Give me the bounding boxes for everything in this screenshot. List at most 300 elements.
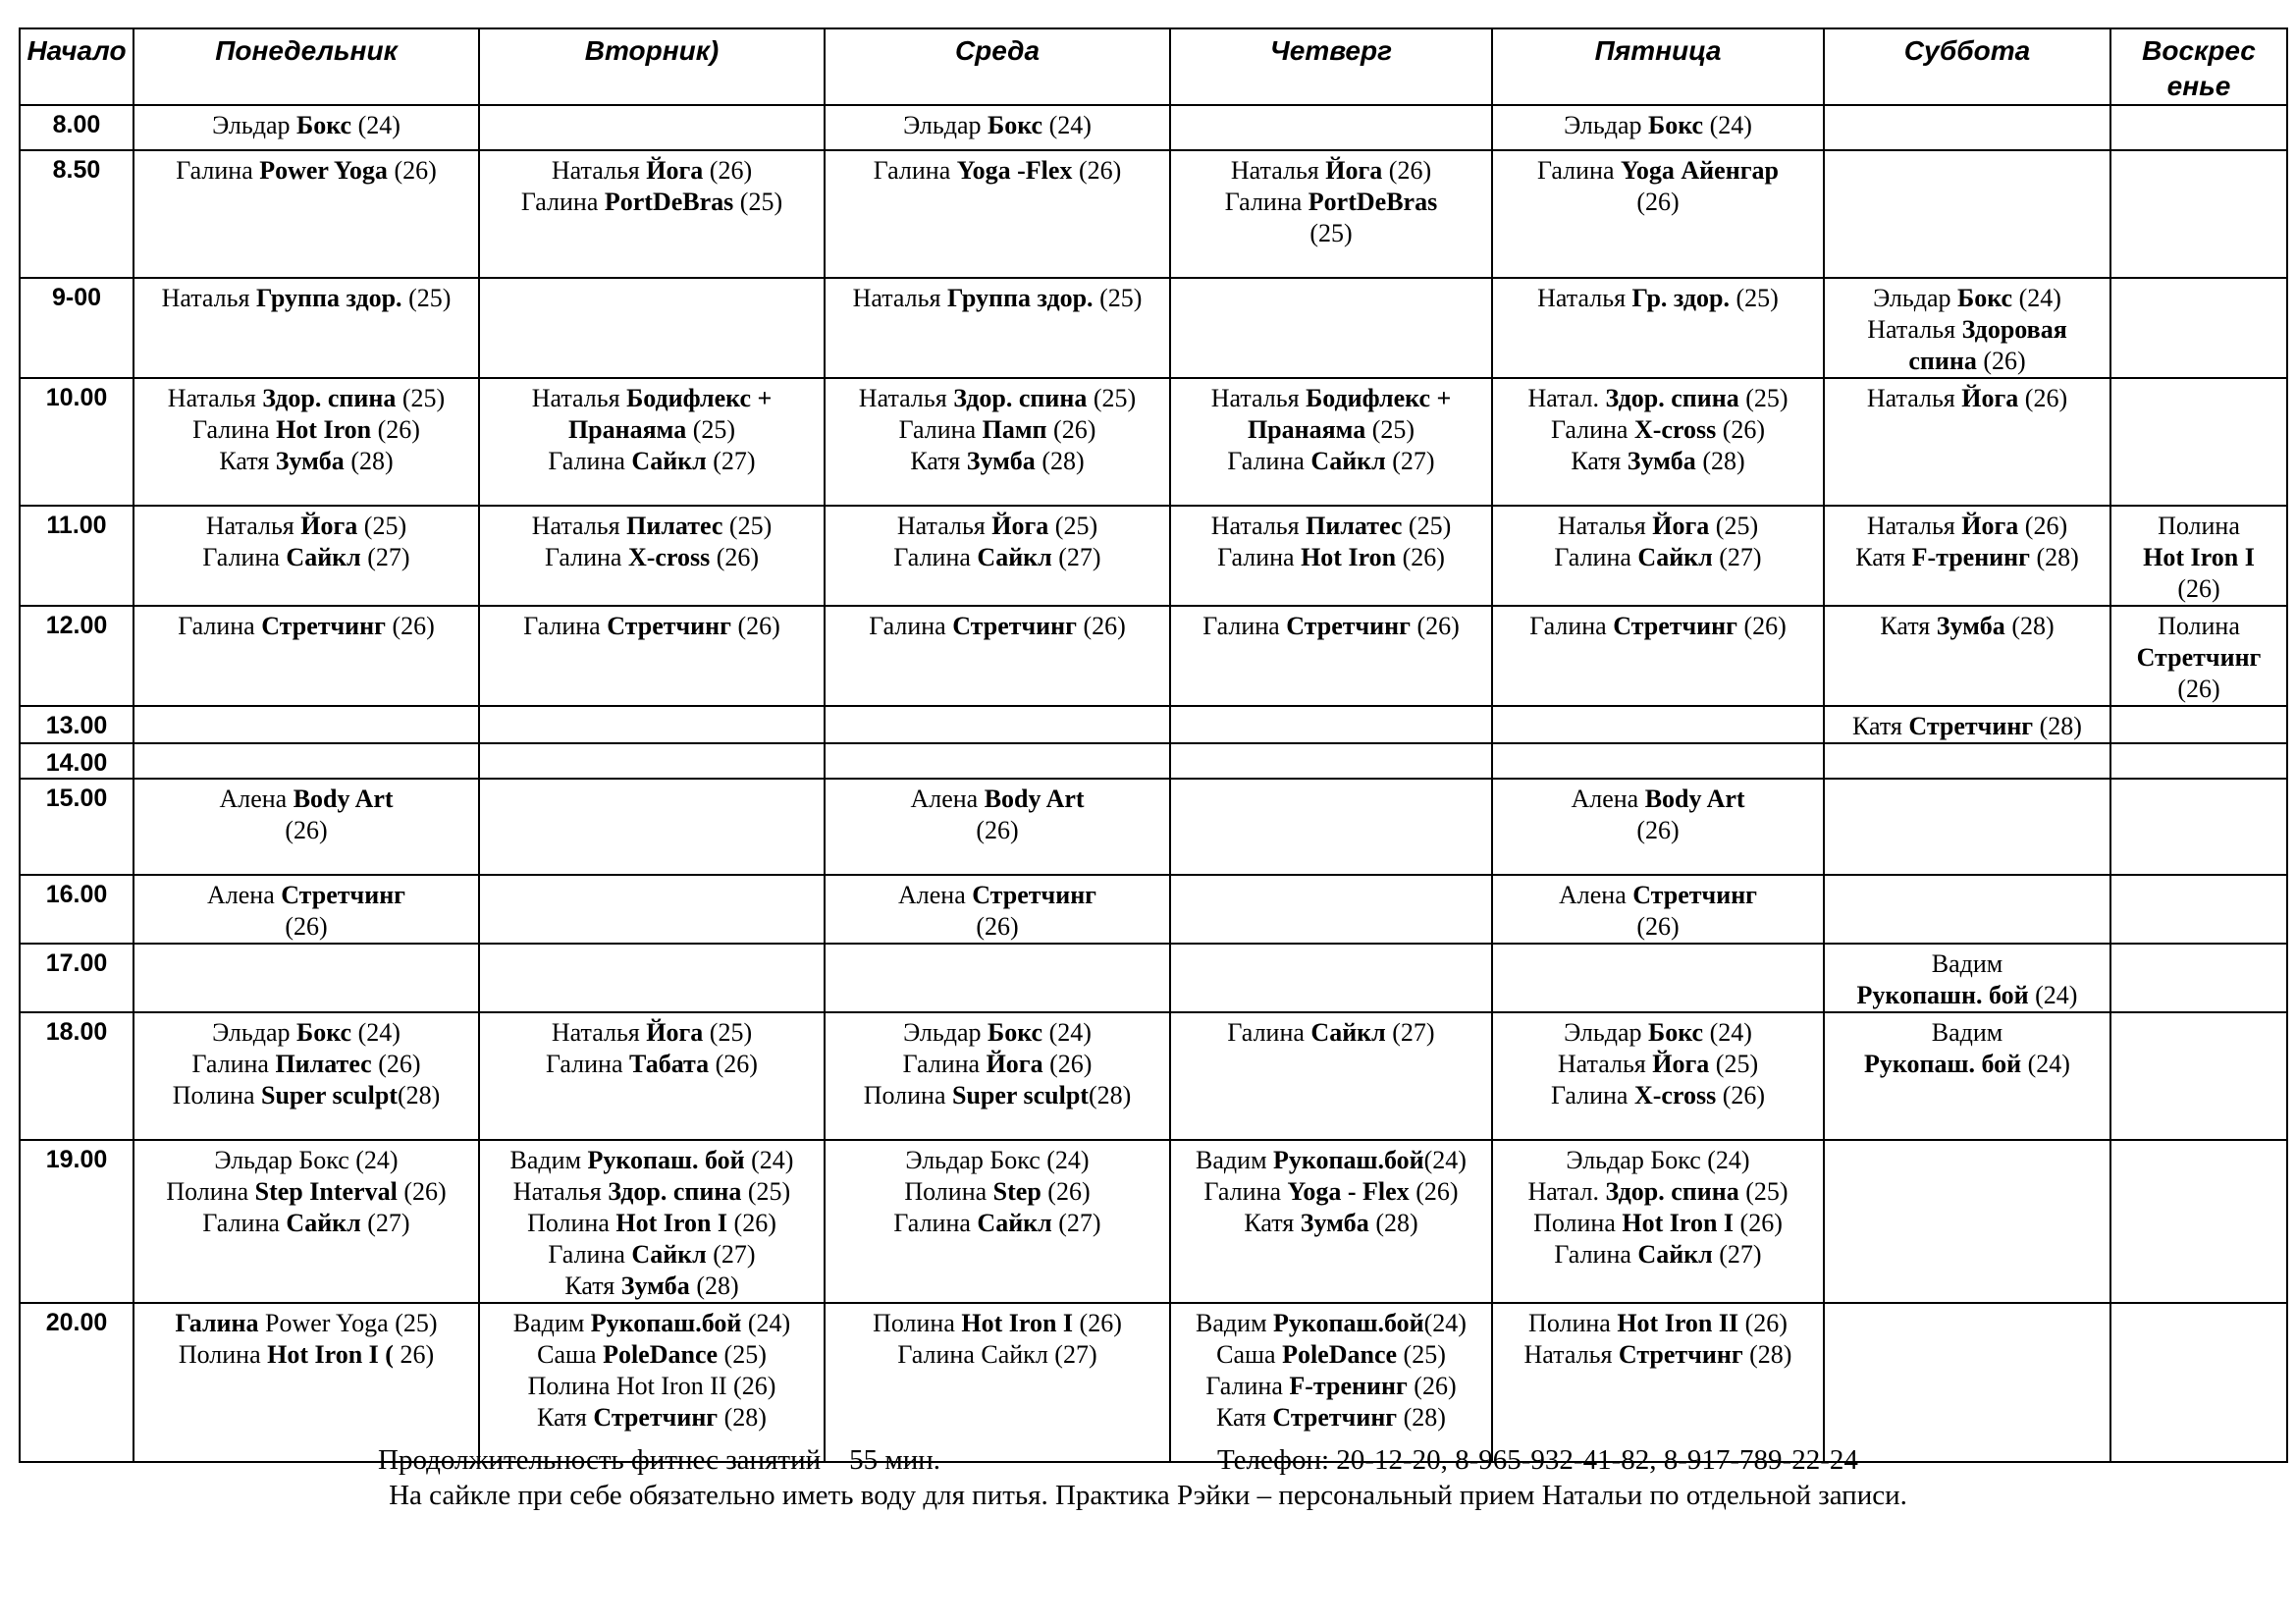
instructor-name: Эльдар — [1564, 1018, 1649, 1047]
class-entry — [828, 155, 1166, 187]
class-name: Стретчинг — [1286, 612, 1411, 640]
class-cell-monday — [133, 278, 479, 378]
instructor-name: Галина — [1529, 612, 1614, 640]
class-entry — [483, 1402, 821, 1434]
class-cell-monday — [133, 944, 479, 1012]
class-name: Body Art — [984, 785, 1085, 813]
instructor-name: Галина — [869, 612, 953, 640]
class-name: Бокс — [1648, 1018, 1704, 1047]
class-entry — [828, 414, 1166, 446]
class-cell-wednesday — [825, 779, 1170, 875]
class-entry — [828, 1176, 1166, 1208]
instructor-name: Катя — [1855, 543, 1912, 571]
class-entry — [828, 283, 1166, 314]
schedule-table — [19, 27, 2288, 1463]
room-number: (26) — [703, 156, 753, 185]
room-number: (24) — [1423, 1309, 1467, 1337]
class-cell-saturday — [1824, 944, 2110, 1012]
instructor-name: Галина — [902, 1050, 987, 1078]
class-name: спина — [1908, 347, 1977, 375]
room-number: (25) — [1309, 219, 1353, 247]
instructor-name: Эльдар Бокс (24) — [905, 1146, 1090, 1174]
class-entry — [1496, 1308, 1820, 1339]
schedule-row — [20, 944, 2287, 1012]
class-name: Здор. спина — [608, 1177, 742, 1206]
instructor-name: Эльдар — [212, 1018, 297, 1047]
class-name: Hot Iron — [1301, 543, 1397, 571]
class-entry — [483, 383, 821, 414]
instructor-name: Алена — [910, 785, 985, 813]
class-name: Body Art — [1644, 785, 1745, 813]
class-cell-thursday — [1170, 1140, 1492, 1303]
class-entry — [137, 446, 475, 477]
room-number: (28) — [1695, 447, 1745, 475]
instructor-name: Алена — [219, 785, 294, 813]
instructor-name: Вадим — [1196, 1309, 1274, 1337]
class-cell-saturday — [1824, 706, 2110, 743]
class-cell-wednesday — [825, 706, 1170, 743]
class-name: Стретчинг — [2136, 643, 2262, 672]
room-number: (25) — [401, 284, 452, 312]
room-number: (26) — [385, 612, 435, 640]
class-name: Йога — [986, 1050, 1043, 1078]
footer-phone: Телефон: 20-12-20, 8-965-932-41-82, 8-917-789-22-24 — [1217, 1444, 1858, 1476]
class-entry — [483, 1176, 821, 1208]
room-number: (25) — [1738, 1177, 1789, 1206]
class-name: Пилатес — [275, 1050, 372, 1078]
class-name: Стретчинг — [1632, 881, 1757, 909]
class-name: Группа здор. — [255, 284, 402, 312]
class-entry — [483, 187, 821, 218]
class-cell-saturday — [1824, 378, 2110, 506]
class-name: Step Interval — [254, 1177, 398, 1206]
class-entry — [1174, 414, 1488, 446]
room-number: (26) — [2177, 675, 2220, 703]
room-number: (26) — [1716, 415, 1766, 444]
instructor-name: Галина — [546, 1050, 630, 1078]
time-slot: 13.00 — [20, 706, 133, 743]
instructor-name: Наталья — [531, 512, 627, 540]
class-entry — [2114, 642, 2283, 674]
class-name: Рукопашн. бой — [1856, 981, 2029, 1009]
instructor-name: Наталья — [896, 512, 992, 540]
class-name: Бодифлекс + — [1306, 384, 1452, 412]
instructor-name: Галина — [873, 156, 957, 185]
class-entry — [1174, 383, 1488, 414]
class-cell-thursday — [1170, 105, 1492, 150]
room-number: (26) — [1410, 612, 1460, 640]
class-entry — [137, 880, 475, 911]
room-number: (26) — [1072, 156, 1122, 185]
class-entry — [2114, 573, 2283, 605]
class-cell-friday — [1492, 105, 1824, 150]
class-name: Hot Iron I — [961, 1309, 1074, 1337]
instructor-name: Наталья — [161, 284, 256, 312]
class-name: Hot Iron II — [1617, 1309, 1739, 1337]
class-cell-sunday — [2110, 506, 2287, 606]
instructor-name: Полина — [904, 1177, 993, 1206]
class-name: Super sculpt — [261, 1081, 398, 1110]
class-name: Зумба — [1936, 612, 2005, 640]
room-number: (25) — [1730, 284, 1779, 312]
class-name: Бокс — [988, 111, 1043, 139]
time-slot: 15.00 — [20, 779, 133, 875]
room-number: (24) — [1042, 111, 1092, 139]
class-entry — [2114, 611, 2283, 642]
class-name: Зумба — [620, 1272, 690, 1300]
class-name: Сайкл — [286, 1209, 361, 1237]
instructor-name: Натал. — [1527, 384, 1606, 412]
schedule-row — [20, 875, 2287, 944]
class-cell-sunday — [2110, 1303, 2287, 1462]
class-entry — [1828, 611, 2107, 642]
class-entry — [828, 1080, 1166, 1111]
class-entry — [828, 815, 1166, 846]
class-name: Группа здор. — [946, 284, 1094, 312]
class-name: Сайкл — [1310, 1018, 1386, 1047]
instructor-name: Эльдар — [1564, 111, 1649, 139]
schedule-row — [20, 278, 2287, 378]
class-cell-friday — [1492, 875, 1824, 944]
class-name: Сайкл — [1637, 1240, 1713, 1269]
class-cell-monday — [133, 378, 479, 506]
class-cell-saturday — [1824, 779, 2110, 875]
class-entry — [483, 414, 821, 446]
class-entry — [483, 155, 821, 187]
class-cell-tuesday — [479, 1012, 825, 1140]
class-cell-sunday — [2110, 378, 2287, 506]
room-number: (28) — [718, 1403, 767, 1432]
room-number: (25) — [718, 1340, 767, 1369]
class-cell-tuesday — [479, 944, 825, 1012]
instructor-name: Полина — [178, 1340, 268, 1369]
room-number: (28) — [2004, 612, 2055, 640]
room-number: (26) — [976, 912, 1019, 941]
class-entry — [1496, 155, 1820, 187]
class-cell-saturday — [1824, 1303, 2110, 1462]
class-entry — [1828, 1049, 2107, 1080]
class-entry — [1496, 1239, 1820, 1271]
room-number: (28) — [2029, 543, 2079, 571]
class-entry — [1174, 511, 1488, 542]
schedule-row — [20, 743, 2287, 779]
class-cell-sunday — [2110, 606, 2287, 706]
class-cell-saturday — [1824, 606, 2110, 706]
class-name: Стретчинг — [1618, 1340, 1743, 1369]
class-entry — [1174, 155, 1488, 187]
class-entry — [1496, 1080, 1820, 1111]
class-name: Йога — [1652, 1050, 1710, 1078]
room-number: (24) — [744, 1146, 794, 1174]
class-entry — [1174, 1145, 1488, 1176]
room-number: (26) — [1382, 156, 1432, 185]
class-name: Стретчинг — [607, 612, 731, 640]
class-cell-sunday — [2110, 743, 2287, 779]
class-cell-friday — [1492, 1140, 1824, 1303]
class-name: Бокс — [296, 111, 352, 139]
class-cell-monday — [133, 1012, 479, 1140]
class-name: Бокс — [988, 1018, 1043, 1047]
class-cell-saturday — [1824, 1140, 2110, 1303]
class-name: Йога — [1325, 156, 1383, 185]
instructor-name: Галина — [1202, 612, 1287, 640]
class-entry — [137, 1017, 475, 1049]
class-cell-wednesday — [825, 875, 1170, 944]
room-number: (25) — [1709, 512, 1759, 540]
room-number: (26) — [1046, 415, 1096, 444]
room-number: (25) — [1087, 384, 1137, 412]
class-name: Power Yoga — [259, 156, 388, 185]
instructor-name: Эльдар — [903, 111, 988, 139]
class-entry — [483, 1308, 821, 1339]
room-number: 26) — [393, 1340, 435, 1369]
time-slot: 18.00 — [20, 1012, 133, 1140]
class-cell-saturday — [1824, 743, 2110, 779]
class-entry — [828, 1145, 1166, 1176]
class-cell-saturday — [1824, 278, 2110, 378]
class-entry — [137, 611, 475, 642]
class-entry — [1496, 611, 1820, 642]
class-entry — [1496, 1049, 1820, 1080]
room-number: (24) — [2012, 284, 2061, 312]
header-monday: Понедельник — [133, 28, 479, 105]
class-name: Здор. спина — [1605, 1177, 1739, 1206]
room-number: (25) — [1048, 512, 1098, 540]
instructor-name: Галина — [1550, 415, 1634, 444]
class-name: X-cross — [1633, 1081, 1717, 1110]
instructor-name: Катя — [910, 447, 967, 475]
class-cell-sunday — [2110, 150, 2287, 278]
class-entry — [137, 511, 475, 542]
room-number: (25) — [686, 415, 736, 444]
class-name: Йога — [646, 1018, 704, 1047]
instructor-name: Галина — [1554, 1240, 1638, 1269]
class-entry — [1174, 218, 1488, 249]
class-name: Бодифлекс + — [626, 384, 773, 412]
class-name: Стретчинг — [1613, 612, 1737, 640]
class-name: Йога — [300, 512, 358, 540]
instructor-name: Полина — [2158, 612, 2240, 640]
class-name: Пилатес — [626, 512, 723, 540]
class-entry — [828, 1017, 1166, 1049]
room-number: (26) — [727, 1209, 776, 1237]
class-entry — [828, 1339, 1166, 1371]
class-entry — [1496, 1176, 1820, 1208]
class-cell-thursday — [1170, 606, 1492, 706]
class-name: Body Art — [293, 785, 394, 813]
class-entry — [1496, 1208, 1820, 1239]
room-number: (27) — [1051, 543, 1101, 571]
class-cell-wednesday — [825, 278, 1170, 378]
class-entry — [1828, 542, 2107, 573]
class-name: Сайкл — [1310, 447, 1386, 475]
class-name: Памп — [982, 415, 1047, 444]
class-cell-monday — [133, 875, 479, 944]
class-name: Пранаяма — [567, 415, 687, 444]
time-slot: 11.00 — [20, 506, 133, 606]
schedule-row — [20, 706, 2287, 743]
class-cell-thursday — [1170, 150, 1492, 278]
room-number: (26) — [371, 415, 420, 444]
time-slot: 12.00 — [20, 606, 133, 706]
class-entry — [828, 110, 1166, 141]
room-number: (25) — [1402, 512, 1452, 540]
class-entry — [828, 383, 1166, 414]
class-cell-sunday — [2110, 1012, 2287, 1140]
instructor-name: Наталья — [1210, 512, 1307, 540]
schedule-row — [20, 1140, 2287, 1303]
room-number: (24) — [1423, 1146, 1467, 1174]
room-number: Power Yoga (25) — [258, 1309, 438, 1337]
class-cell-friday — [1492, 150, 1824, 278]
instructor-name: Наталья — [1230, 156, 1326, 185]
instructor-name: Наталья — [1523, 1340, 1619, 1369]
class-cell-tuesday — [479, 105, 825, 150]
class-cell-wednesday — [825, 1303, 1170, 1462]
room-number: (27) — [1712, 543, 1762, 571]
class-name: Стретчинг — [261, 612, 386, 640]
room-number: (26) — [397, 1177, 447, 1206]
time-slot: 16.00 — [20, 875, 133, 944]
instructor-name: Наталья — [1210, 384, 1307, 412]
class-entry — [137, 1080, 475, 1111]
room-number: (26) — [1396, 543, 1445, 571]
time-slot: 8.00 — [20, 105, 133, 150]
class-entry — [1496, 784, 1820, 815]
class-entry — [828, 911, 1166, 943]
class-entry — [828, 784, 1166, 815]
class-entry — [828, 1308, 1166, 1339]
class-entry — [137, 383, 475, 414]
instructor-name: Катя — [564, 1272, 621, 1300]
class-cell-sunday — [2110, 944, 2287, 1012]
schedule-row — [20, 1012, 2287, 1140]
class-entry — [483, 511, 821, 542]
class-entry — [1496, 414, 1820, 446]
room-number: (26) — [1736, 612, 1787, 640]
instructor-name: Вадим — [1196, 1146, 1274, 1174]
class-name: Здор. спина — [953, 384, 1088, 412]
class-cell-saturday — [1824, 1012, 2110, 1140]
class-name: Йога — [1652, 512, 1710, 540]
class-cell-saturday — [1824, 875, 2110, 944]
instructor-name: Алена — [1571, 785, 1645, 813]
class-entry — [1174, 611, 1488, 642]
class-cell-sunday — [2110, 1140, 2287, 1303]
class-cell-wednesday — [825, 506, 1170, 606]
class-entry — [1496, 880, 1820, 911]
room-number: (28) — [1742, 1340, 1792, 1369]
class-cell-tuesday — [479, 378, 825, 506]
class-cell-sunday — [2110, 278, 2287, 378]
time-slot: 20.00 — [20, 1303, 133, 1462]
class-entry — [1828, 383, 2107, 414]
class-entry — [1828, 511, 2107, 542]
instructor-name: Полина — [172, 1081, 261, 1110]
class-name: PortDeBras — [604, 188, 734, 216]
time-slot: 14.00 — [20, 743, 133, 779]
room-number: (24) — [1042, 1018, 1092, 1047]
instructor-name: Эльдар Бокс (24) — [1566, 1146, 1750, 1174]
instructor-name: Наталья — [858, 384, 954, 412]
time-slot: 8.50 — [20, 150, 133, 278]
schedule-row — [20, 105, 2287, 150]
class-entry — [1828, 980, 2107, 1011]
class-entry — [137, 155, 475, 187]
instructor-name: Галина — [523, 612, 608, 640]
room-number: (26) — [1407, 1372, 1457, 1400]
instructor-name: Галина — [893, 1209, 978, 1237]
class-cell-monday — [133, 706, 479, 743]
class-entry — [1174, 1308, 1488, 1339]
room-number: (28) — [344, 447, 394, 475]
instructor-name: Наталья — [1557, 512, 1653, 540]
instructor-name: Вадим — [1931, 1018, 2003, 1047]
room-number: (26) — [1076, 612, 1126, 640]
class-cell-tuesday — [479, 1140, 825, 1303]
room-number: (26) — [1738, 1309, 1788, 1337]
class-name: Пранаяма — [1247, 415, 1366, 444]
class-name: Super sculpt — [952, 1081, 1089, 1110]
class-cell-thursday — [1170, 875, 1492, 944]
class-name: Стретчинг — [1272, 1403, 1398, 1432]
room-number: (25) — [741, 1177, 791, 1206]
class-entry — [137, 911, 475, 943]
class-name: Рукопаш. бой — [587, 1146, 745, 1174]
instructor-name: Саша — [1216, 1340, 1283, 1369]
instructor-name: Катя — [1880, 612, 1937, 640]
room-number: (28) — [1397, 1403, 1446, 1432]
class-name: PoleDance — [603, 1340, 719, 1369]
instructor-name: Галина — [893, 543, 978, 571]
class-cell-wednesday — [825, 606, 1170, 706]
instructor-name: Наталья — [1537, 284, 1632, 312]
instructor-name: Катя — [1852, 712, 1909, 740]
room-number: (26) — [371, 1050, 421, 1078]
class-name: Рукопаш.бой — [1273, 1146, 1424, 1174]
room-number: (24) — [1703, 111, 1752, 139]
class-entry — [1496, 542, 1820, 573]
class-entry — [483, 446, 821, 477]
instructor-name: Галина — [202, 543, 287, 571]
room-number: (27) — [1051, 1209, 1101, 1237]
class-entry — [828, 542, 1166, 573]
room-number: (26) — [1409, 1177, 1459, 1206]
class-entry — [1496, 383, 1820, 414]
class-name: Зумба — [275, 447, 345, 475]
instructor-name: Галина — [192, 415, 277, 444]
class-name: Йога — [646, 156, 704, 185]
class-entry — [137, 1145, 475, 1176]
class-name: Зумба — [1300, 1209, 1369, 1237]
class-name: Рукопаш.бой — [1273, 1309, 1424, 1337]
instructor-name: Вадим — [512, 1309, 591, 1337]
class-entry — [828, 1049, 1166, 1080]
class-entry — [1828, 948, 2107, 980]
instructor-name: Наталья — [205, 512, 301, 540]
class-entry — [1496, 1339, 1820, 1371]
class-entry — [1174, 1208, 1488, 1239]
instructor-name: Полина — [1533, 1209, 1623, 1237]
room-number: (26) — [285, 816, 328, 844]
room-number: (25) — [1709, 1050, 1759, 1078]
class-entry — [828, 1208, 1166, 1239]
room-number: (24) — [741, 1309, 791, 1337]
class-entry — [137, 283, 475, 314]
instructor-name: Полина — [873, 1309, 962, 1337]
instructor-name: Эльдар — [212, 111, 297, 139]
class-name: Стретчинг — [972, 881, 1096, 909]
